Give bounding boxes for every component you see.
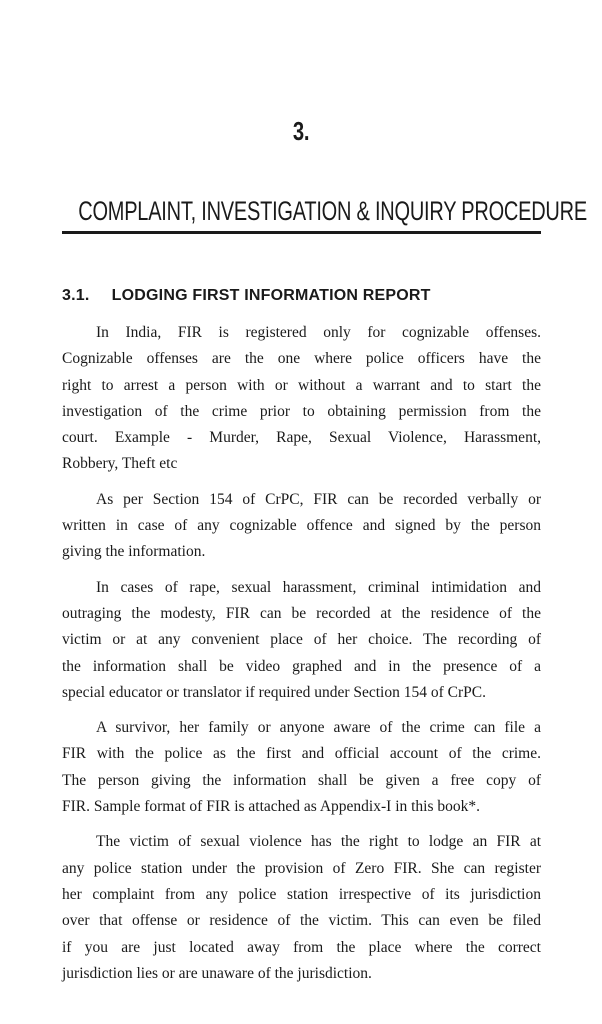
text-line: outraging the modesty, FIR can be recorded at the residence of the	[62, 604, 541, 622]
text-line: Robbery, Theft etc	[62, 455, 178, 473]
text-line: giving the information.	[62, 543, 206, 561]
body-text	[62, 320, 541, 996]
text-line: right to arrest a person with or without a warrant and to start the	[62, 376, 541, 394]
text-line: jurisdiction lies or are unaware of the jurisdiction.	[62, 964, 372, 982]
text-line: if you are just located away from the place where the correct	[62, 938, 541, 956]
text-line: As per Section 154 of CrPC, FIR can be recorded verbally or	[96, 490, 541, 508]
paragraph	[62, 487, 541, 566]
text-line: her complaint from any police station irrespective of its jurisdiction	[62, 885, 541, 903]
text-line: In cases of rape, sexual harassment, criminal intimidation and	[96, 578, 541, 596]
paragraph	[62, 715, 541, 820]
text-line: over that offense or residence of the victim. This can even be filed	[62, 912, 541, 930]
section-title: LODGING FIRST INFORMATION REPORT	[111, 287, 431, 304]
text-line: FIR with the police as the first and official account of the crime.	[62, 745, 541, 763]
chapter-title: COMPLAINT, INVESTIGATION & INQUIRY PROCEDURE	[78, 196, 587, 226]
text-line: A survivor, her family or anyone aware of the crime can file a	[96, 719, 541, 737]
text-line: investigation of the crime prior to obtaining permission from the	[62, 402, 541, 420]
paragraph	[62, 320, 541, 478]
text-line: In India, FIR is registered only for cognizable offenses.	[96, 324, 541, 341]
text-line: victim or at any convenient place of her choice. The recording of	[62, 631, 541, 649]
text-line: Cognizable offenses are the one where police officers have the	[62, 350, 541, 368]
text-line: special educator or translator if required under Section 154 of CrPC.	[62, 683, 486, 701]
text-line: written in case of any cognizable offence and signed by the person	[62, 517, 541, 535]
section-number: 3.1.	[62, 287, 90, 304]
text-line: The person giving the information shall be given a free copy of	[62, 771, 541, 789]
paragraph	[62, 829, 541, 987]
title-underline	[62, 231, 541, 234]
text-line: court. Example - Murder, Rape, Sexual Violence, Harassment,	[62, 429, 541, 447]
section-heading	[62, 287, 431, 305]
paragraph	[62, 575, 541, 706]
text-line: FIR. Sample format of FIR is attached as Appendix-I in this book*.	[62, 798, 481, 816]
text-line: any police station under the provision of Zero FIR. She can register	[62, 859, 541, 877]
chapter-number: 3.	[292, 116, 310, 146]
text-line: The victim of sexual violence has the right to lodge an FIR at	[96, 833, 541, 851]
text-line: the information shall be video graphed and in the presence of a	[62, 657, 541, 675]
